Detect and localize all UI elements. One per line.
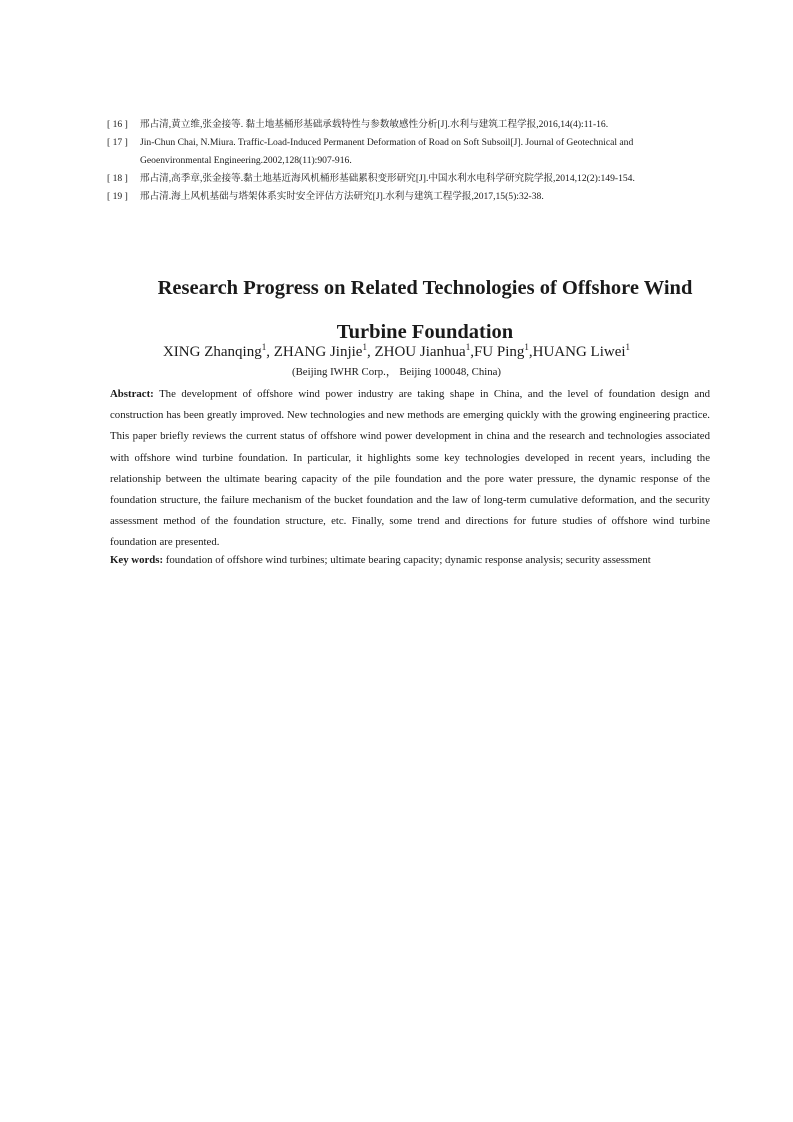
keywords-label: Key words: <box>110 554 164 566</box>
author-list <box>0 341 793 363</box>
reference-list <box>107 116 687 206</box>
paper-title-line-1: Research Progress on Related Technologies of Offshore Wind <box>157 277 693 299</box>
author-name: XING Zhanqing <box>162 344 262 360</box>
affiliation: (Beijing IWHR Corp.， Beijing 100048, China) <box>291 366 502 378</box>
reference-number: [ 19 ] <box>107 191 128 202</box>
author-affiliation-mark: 1 <box>362 342 367 352</box>
reference-text: 邢占清,高季章,张金接等.黏土地基近海风机桶形基础累积变形研究[J].中国水利水电科学研究院学报,2014,12(2):149-154. <box>140 173 635 184</box>
author-separator: , <box>266 344 274 360</box>
keywords <box>110 550 730 571</box>
author-name: FU Ping <box>473 344 525 360</box>
reference-text: 邢占清.海上风机基础与塔架体系实时安全评估方法研究[J].水利与建筑工程学报,2017,15(5):32-38. <box>140 191 544 202</box>
reference-item <box>107 170 687 188</box>
author-affiliation-mark: 1 <box>625 342 631 352</box>
author-name: ZHANG Jinjie <box>273 344 363 360</box>
reference-item <box>107 134 687 170</box>
paper-title-line-2: Turbine Foundation <box>336 321 514 343</box>
author-affiliation-mark: 1 <box>261 342 267 352</box>
reference-text: Jin-Chun Chai, N.Miura. Traffic-Load-Induced Permanent Deformation of Road on Soft Subsoil[J]. Journal of Geotechnical and Geoenvironmental Engineering.2002,128(11):907-916. <box>140 137 634 166</box>
author-separator: , <box>470 344 474 360</box>
author-separator: , <box>366 344 375 360</box>
reference-text: 邢占清,黄立维,张金接等. 黏土地基桶形基础承载特性与参数敏感性分析[J].水利与建筑工程学报,2016,14(4):11-16. <box>140 119 609 130</box>
reference-number: [ 18 ] <box>107 173 128 184</box>
author-affiliation-mark: 1 <box>465 342 471 352</box>
reference-item <box>107 188 687 206</box>
reference-item <box>107 116 687 134</box>
author-name: HUANG Liwei <box>532 344 626 360</box>
author-name: ZHOU Jianhua <box>374 344 466 360</box>
reference-number: [ 17 ] <box>107 137 128 148</box>
keywords-text: foundation of offshore wind turbines; ultimate bearing capacity; dynamic response analysis; security assessment <box>165 554 651 566</box>
abstract-text: The development of offshore wind power industry are taking shape in China, and the level of foundation design and construction has been greatly improved. New technologies and new methods are emerging quickly with the growing engineering practice. This paper briefly reviews the current status of offshore wind power development in china and the research and technologies associated with offshore wind turbine foundation. In particular, it highlights some key technologies developed in recent years, including the relationship between the ultimate bearing capacity of the pile foundation and the pore water pressure, the dynamic response of the foundation structure, the failure mechanism of the bucket foundation and the law of long-term cumulative deformation, and the security assessment method of the foundation structure, etc. Finally, some trend and directions for future studies of offshore wind turbine foundation are presented. <box>110 388 710 549</box>
reference-number: [ 16 ] <box>107 119 128 130</box>
author-separator: , <box>528 344 533 360</box>
abstract-label: Abstract: <box>110 388 154 400</box>
author-affiliation-mark: 1 <box>524 342 529 352</box>
abstract <box>110 384 710 554</box>
